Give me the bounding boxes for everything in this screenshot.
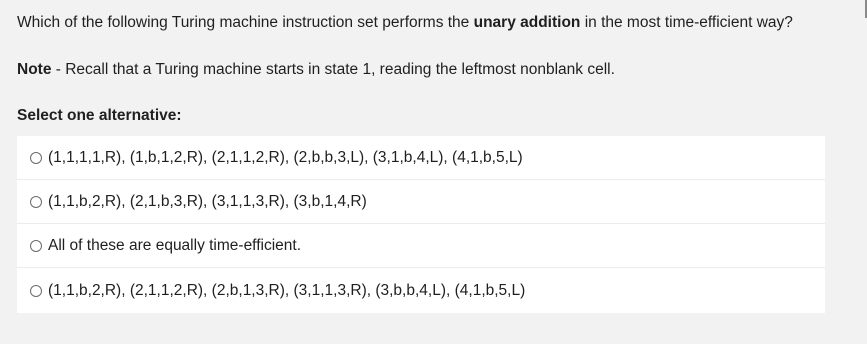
radio-button-icon[interactable] [30,240,42,252]
note-body: - Recall that a Turing machine starts in state 1, reading the leftmost nonblank cell. [51,61,615,78]
question-text [17,13,793,33]
note-label: Note [17,61,52,78]
question-text-after: in the most time-efficient way? [580,14,793,31]
answer-option-label: (1,1,1,1,R), (1,b,1,2,R), (2,1,1,2,R), (2,b,b,3,L), (3,1,b,4,L), (4,1,b,5,L) [48,148,523,166]
radio-button-icon[interactable] [30,152,42,164]
answer-option-2[interactable] [17,180,825,224]
question-text-before: Which of the following Turing machine instruction set performs the [17,14,474,31]
select-prompt: Select one alternative: [17,107,182,124]
answer-option-label: (1,1,b,2,R), (2,1,b,3,R), (3,1,1,3,R), (3,b,1,4,R) [48,192,367,210]
answer-option-label: All of these are equally time-efficient. [48,236,302,254]
note-text [17,60,615,80]
answer-option-label: (1,1,b,2,R), (2,1,1,2,R), (2,b,1,3,R), (3,1,1,3,R), (3,b,b,4,L), (4,1,b,5,L) [48,281,526,299]
question-emphasis: unary addition [473,14,581,31]
answer-option-4[interactable] [17,268,825,313]
answer-option-3[interactable] [17,224,825,268]
answer-options [17,136,825,313]
radio-button-icon[interactable] [30,285,42,297]
radio-button-icon[interactable] [30,196,42,208]
answer-option-1[interactable] [17,136,825,180]
